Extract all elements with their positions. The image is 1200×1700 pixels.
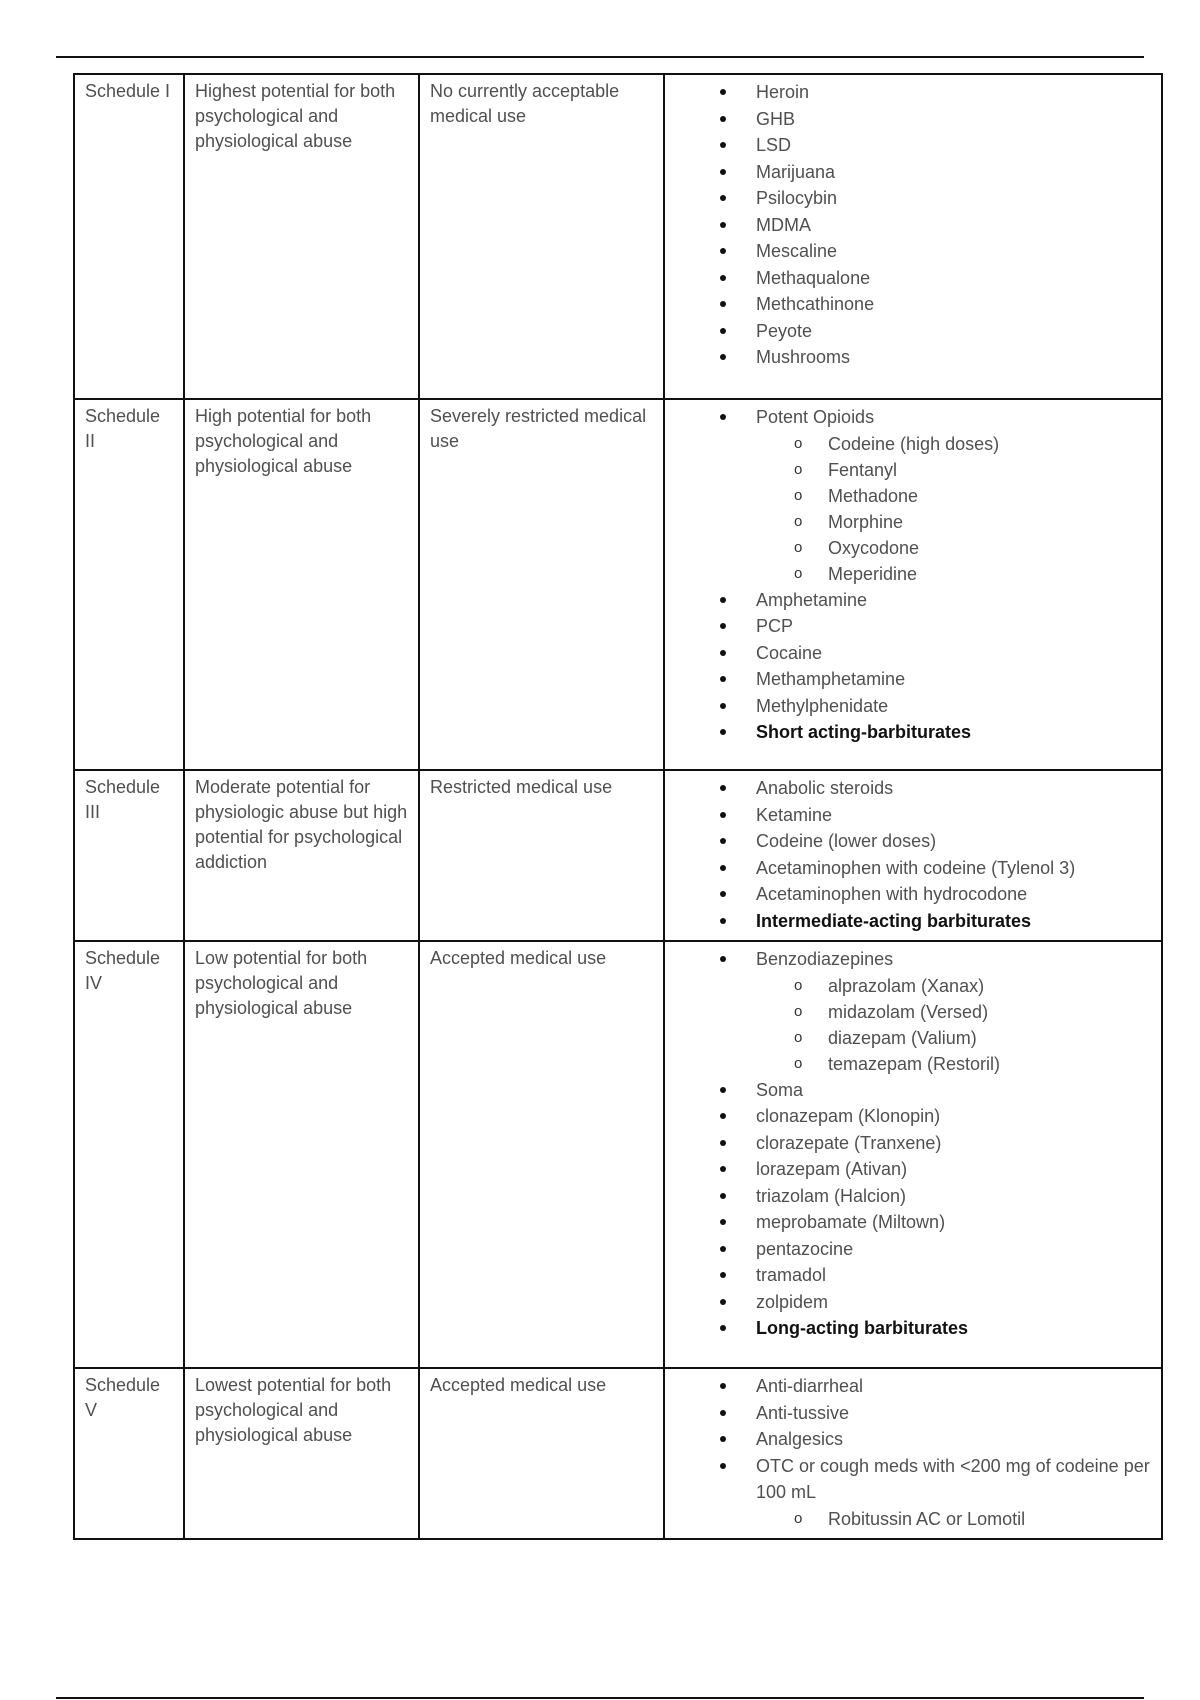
drug-item: [675, 265, 1151, 292]
abuse-potential: High potential for both psychological and physiological abuse: [184, 399, 419, 770]
drug-item: [675, 106, 1151, 133]
drug-list: [675, 404, 1151, 746]
schedule-name: Schedule V: [74, 1368, 184, 1539]
drug-name: tramadol: [756, 1265, 827, 1285]
drug-list-cell: [664, 399, 1162, 770]
drug-sublist: [756, 1506, 1151, 1532]
schedule-row: [74, 770, 1162, 941]
drug-list-cell: [664, 770, 1162, 941]
schedule-row: [74, 941, 1162, 1368]
drug-name: GHB: [756, 108, 796, 129]
drug-item: [675, 855, 1151, 882]
drug-item: [675, 1289, 1151, 1316]
drug-name: Anti-diarrheal: [756, 1376, 864, 1396]
drug-item: [675, 1400, 1151, 1427]
drug-item: [675, 291, 1151, 318]
drug-item: [675, 185, 1151, 212]
drug-name: Anabolic steroids: [756, 778, 894, 798]
bottom-rule: [56, 1697, 1144, 1699]
drug-name: Methamphetamine: [756, 669, 906, 689]
drug-name: triazolam (Halcion): [756, 1185, 907, 1206]
drug-list: [675, 775, 1151, 934]
drug-item: [675, 946, 1151, 1077]
drug-subitem: o Meperidine: [756, 561, 1151, 587]
schedule-row: [74, 74, 1162, 399]
drug-item: [675, 613, 1151, 640]
drug-item: [675, 212, 1151, 239]
drug-name: Intermediate-acting barbiturates: [756, 910, 1032, 931]
drug-list: [675, 79, 1151, 371]
drug-item: [675, 344, 1151, 371]
drug-item: [675, 1077, 1151, 1104]
medical-use: Accepted medical use: [419, 1368, 664, 1539]
drug-item: [675, 587, 1151, 614]
drug-name: Methcathinone: [756, 294, 875, 314]
drug-name: Peyote: [756, 320, 813, 341]
drug-item: [675, 1315, 1151, 1342]
medical-use: Restricted medical use: [419, 770, 664, 941]
drug-list: [675, 946, 1151, 1342]
drug-item: [675, 1453, 1151, 1532]
drug-item: [675, 666, 1151, 693]
drug-name: Mescaline: [756, 241, 838, 261]
schedule-name: Schedule IV: [74, 941, 184, 1368]
drug-name: meprobamate (Miltown): [756, 1212, 946, 1232]
drug-item: [675, 1373, 1151, 1400]
drug-item: [675, 1236, 1151, 1263]
drug-item: [675, 1426, 1151, 1453]
drug-item: [675, 1103, 1151, 1130]
drug-name: zolpidem: [756, 1291, 829, 1312]
drug-item: [675, 1130, 1151, 1157]
drug-name: PCP: [756, 616, 794, 636]
abuse-potential: Low potential for both psychological and physiological abuse: [184, 941, 419, 1368]
medical-use: Accepted medical use: [419, 941, 664, 1368]
drug-item: [675, 719, 1151, 746]
drug-list-cell: [664, 74, 1162, 399]
schedule-row: [74, 1368, 1162, 1539]
drug-subitem: o Morphine: [756, 509, 1151, 535]
medical-use: No currently acceptable medical use: [419, 74, 664, 399]
drug-name: Methaqualone: [756, 267, 871, 288]
drug-sublist: [756, 431, 1151, 587]
drug-item: [675, 908, 1151, 935]
drug-schedule-table: [73, 73, 1163, 1540]
drug-item: [675, 79, 1151, 106]
abuse-potential: Highest potential for both psychological and physiological abuse: [184, 74, 419, 399]
drug-item: [675, 1183, 1151, 1210]
drug-item: [675, 1156, 1151, 1183]
drug-name: Heroin: [756, 82, 810, 102]
abuse-potential: Moderate potential for physiologic abuse but high potential for psychological addiction: [184, 770, 419, 941]
drug-name: Ketamine: [756, 804, 833, 825]
drug-name: Short acting-barbiturates: [756, 722, 972, 742]
drug-name: LSD: [756, 135, 792, 155]
schedule-name: Schedule III: [74, 770, 184, 941]
drug-name: Acetaminophen with codeine (Tylenol 3): [756, 857, 1076, 878]
drug-subitem: o Oxycodone: [756, 535, 1151, 561]
top-rule: [56, 56, 1144, 58]
drug-item: [675, 828, 1151, 855]
drug-list-cell: [664, 1368, 1162, 1539]
drug-list: [675, 1373, 1151, 1532]
abuse-potential: Lowest potential for both psychological and physiological abuse: [184, 1368, 419, 1539]
drug-name: Soma: [756, 1079, 804, 1100]
drug-name: MDMA: [756, 214, 811, 235]
drug-name: lorazepam (Ativan): [756, 1159, 908, 1179]
drug-item: [675, 238, 1151, 265]
drug-name: Cocaine: [756, 642, 823, 663]
schedule-row: [74, 399, 1162, 770]
drug-subitem: o Robitussin AC or Lomotil: [756, 1506, 1151, 1532]
drug-list-cell: [664, 941, 1162, 1368]
schedule-name: Schedule I: [74, 74, 184, 399]
schedule-name: Schedule II: [74, 399, 184, 770]
drug-item: [675, 775, 1151, 802]
drug-item: [675, 132, 1151, 159]
drug-subitem: o midazolam (Versed): [756, 999, 1151, 1025]
drug-item: [675, 318, 1151, 345]
drug-name: Amphetamine: [756, 589, 868, 610]
drug-subitem: o temazepam (Restoril): [756, 1051, 1151, 1077]
drug-item: [675, 1209, 1151, 1236]
drug-name: Codeine (lower doses): [756, 831, 937, 851]
drug-name: Anti-tussive: [756, 1402, 850, 1423]
drug-subitem: o alprazolam (Xanax): [756, 973, 1151, 999]
drug-item: [675, 159, 1151, 186]
drug-item: [675, 881, 1151, 908]
drug-subitem: o diazepam (Valium): [756, 1025, 1151, 1051]
drug-item: [675, 1262, 1151, 1289]
drug-name: clorazepate (Tranxene): [756, 1132, 942, 1153]
drug-subitem: o Methadone: [756, 483, 1151, 509]
drug-item: [675, 693, 1151, 720]
drug-name: Benzodiazepines: [756, 949, 894, 969]
drug-subitem: o Fentanyl: [756, 457, 1151, 483]
drug-name: Psilocybin: [756, 188, 838, 208]
drug-name: Methylphenidate: [756, 695, 889, 716]
drug-subitem: o Codeine (high doses): [756, 431, 1151, 457]
drug-name: Mushrooms: [756, 347, 851, 367]
drug-name: Acetaminophen with hydrocodone: [756, 884, 1028, 904]
drug-item: [675, 802, 1151, 829]
drug-name: pentazocine: [756, 1238, 854, 1259]
drug-name: Analgesics: [756, 1429, 844, 1449]
drug-item: [675, 404, 1151, 587]
drug-sublist: [756, 973, 1151, 1077]
drug-name: clonazepam (Klonopin): [756, 1106, 941, 1126]
drug-name: Long-acting barbiturates: [756, 1318, 969, 1338]
drug-name: Marijuana: [756, 161, 836, 182]
medical-use: Severely restricted medical use: [419, 399, 664, 770]
drug-name: OTC or cough meds with <200 mg of codeine per 100 mL: [756, 1455, 1150, 1502]
drug-name: Potent Opioids: [756, 407, 875, 427]
drug-item: [675, 640, 1151, 667]
